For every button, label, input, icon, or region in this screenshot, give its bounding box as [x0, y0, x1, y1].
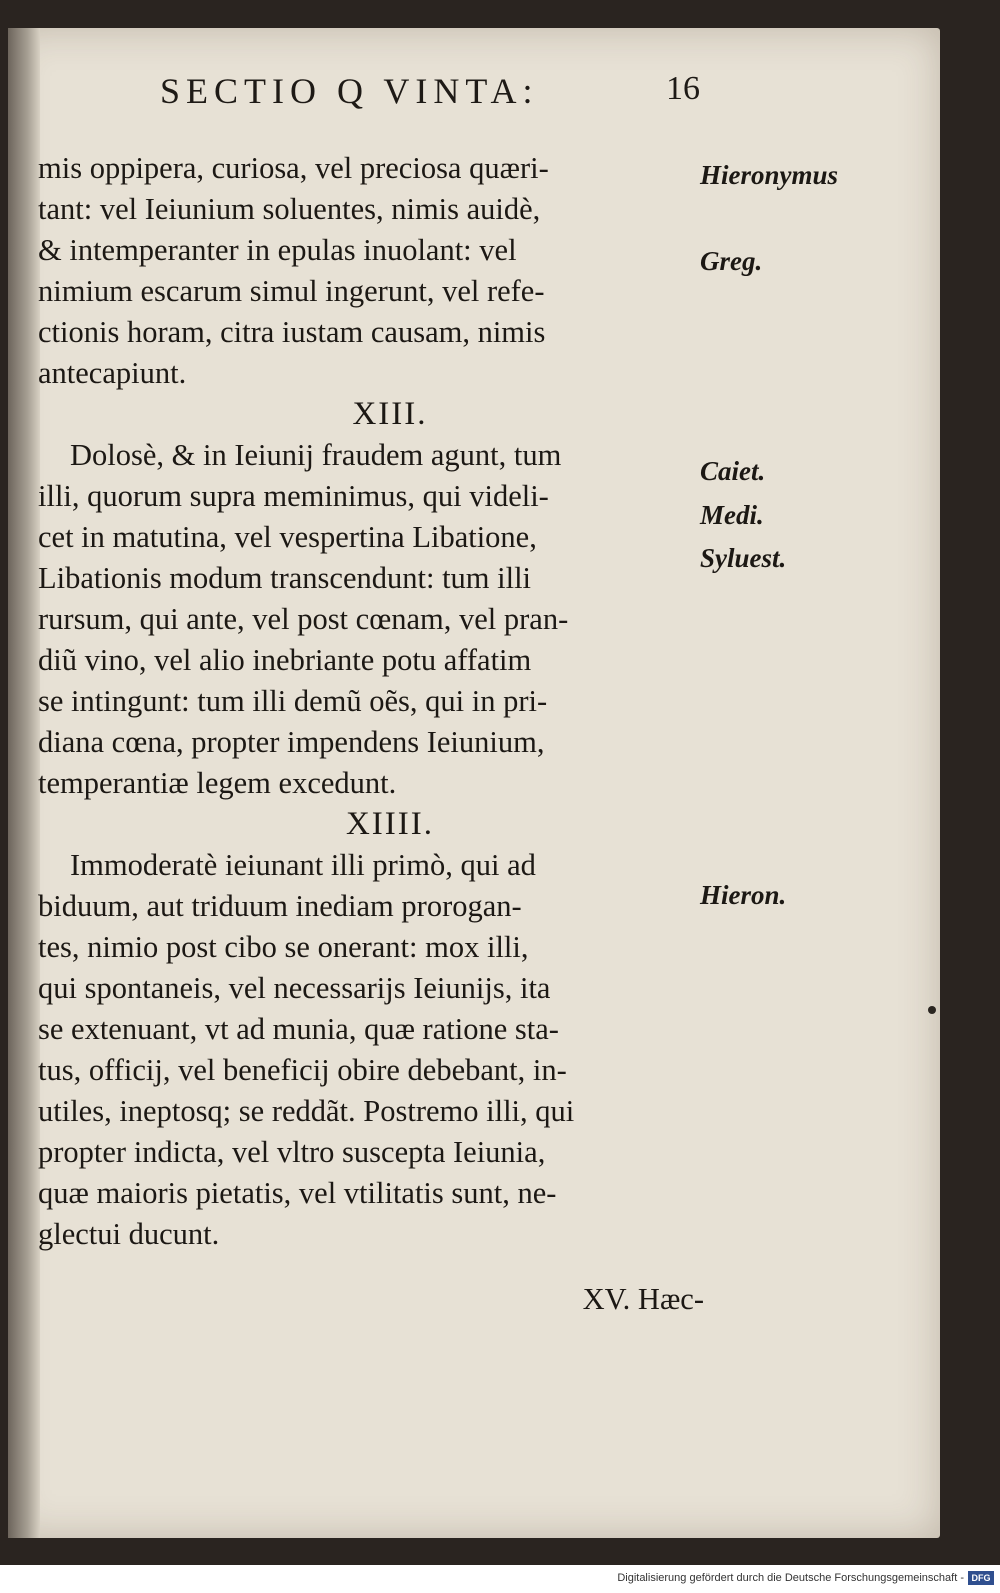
section-heading: XIII. — [352, 396, 428, 432]
text-line: se intingunt: tum illi demũ oẽs, qui in pri- — [38, 684, 548, 718]
page-number: 16 — [666, 70, 700, 107]
text-line: cet in matutina, vel vespertina Libatione, — [38, 520, 537, 554]
text-line: utiles, ineptosq; se reddãt. Postremo illi, qui — [38, 1094, 575, 1128]
footer-credit-text: Digitalisierung gefördert durch die Deutsche Forschungsgemeinschaft - — [617, 1572, 964, 1584]
margin-note: Greg. — [700, 246, 763, 276]
page-header — [160, 70, 700, 130]
text-line: Dolosè, & in Ieiunij fraudem agunt, tum — [70, 438, 562, 472]
digitization-footer — [0, 1565, 1000, 1593]
text-line: mis oppipera, curiosa, vel preciosa quæri- — [38, 151, 549, 185]
text-line: Libationis modum transcendunt: tum illi — [38, 561, 532, 595]
text-line: tus, officij, vel beneficij obire debebant, in- — [38, 1053, 567, 1087]
margin-note: Medi. — [700, 500, 764, 530]
text-line: quæ maioris pietatis, vel vtilitatis sunt, ne- — [38, 1176, 557, 1210]
text-line: glectui ducunt. — [38, 1217, 220, 1251]
text-line: qui spontaneis, vel necessarijs Ieiunijs, ita — [38, 971, 551, 1005]
text-line: Immoderatè ieiunant illi primò, qui ad — [70, 848, 536, 882]
text-line: ctionis horam, citra iustam causam, nimis — [38, 315, 546, 349]
text-line: biduum, aut triduum inediam prorogan- — [38, 889, 522, 923]
running-title: SECTIO Q VINTA: — [160, 71, 539, 111]
ink-mark — [928, 1006, 936, 1014]
text-line: tant: vel Ieiunium soluentes, nimis auidè, — [38, 192, 541, 226]
text-line: diana cœna, propter impendens Ieiunium, — [38, 725, 545, 759]
text-line: & intemperanter in epulas inuolant: vel — [38, 233, 517, 267]
text-line: nimium escarum simul ingerunt, vel refe- — [38, 274, 545, 308]
text-line: illi, quorum supra meminimus, qui videli- — [38, 479, 549, 513]
text-line: se extenuant, vt ad munia, quæ ratione sta- — [38, 1012, 559, 1046]
text-line: propter indicta, vel vltro suscepta Ieiunia, — [38, 1135, 546, 1169]
margin-note: Hieron. — [700, 880, 787, 910]
margin-note: Hieronymus — [700, 160, 839, 190]
catchword: XV. Hæc- — [582, 1282, 704, 1316]
section-heading: XIIII. — [345, 806, 435, 842]
margin-note: Syluest. — [700, 543, 787, 573]
text-line: temperantiæ legem excedunt. — [38, 766, 397, 800]
text-line: antecapiunt. — [38, 356, 187, 390]
margin-note: Caiet. — [700, 456, 766, 486]
text-line: rursum, qui ante, vel post cœnam, vel pran- — [38, 602, 569, 636]
dfg-logo-icon: DFG — [968, 1571, 994, 1585]
book-spine-shadow — [8, 28, 40, 1538]
text-line: diũ vino, vel alio inebriante potu affatim — [38, 643, 532, 677]
text-line: tes, nimio post cibo se onerant: mox illi, — [38, 930, 529, 964]
main-text-block — [38, 148, 708, 1320]
